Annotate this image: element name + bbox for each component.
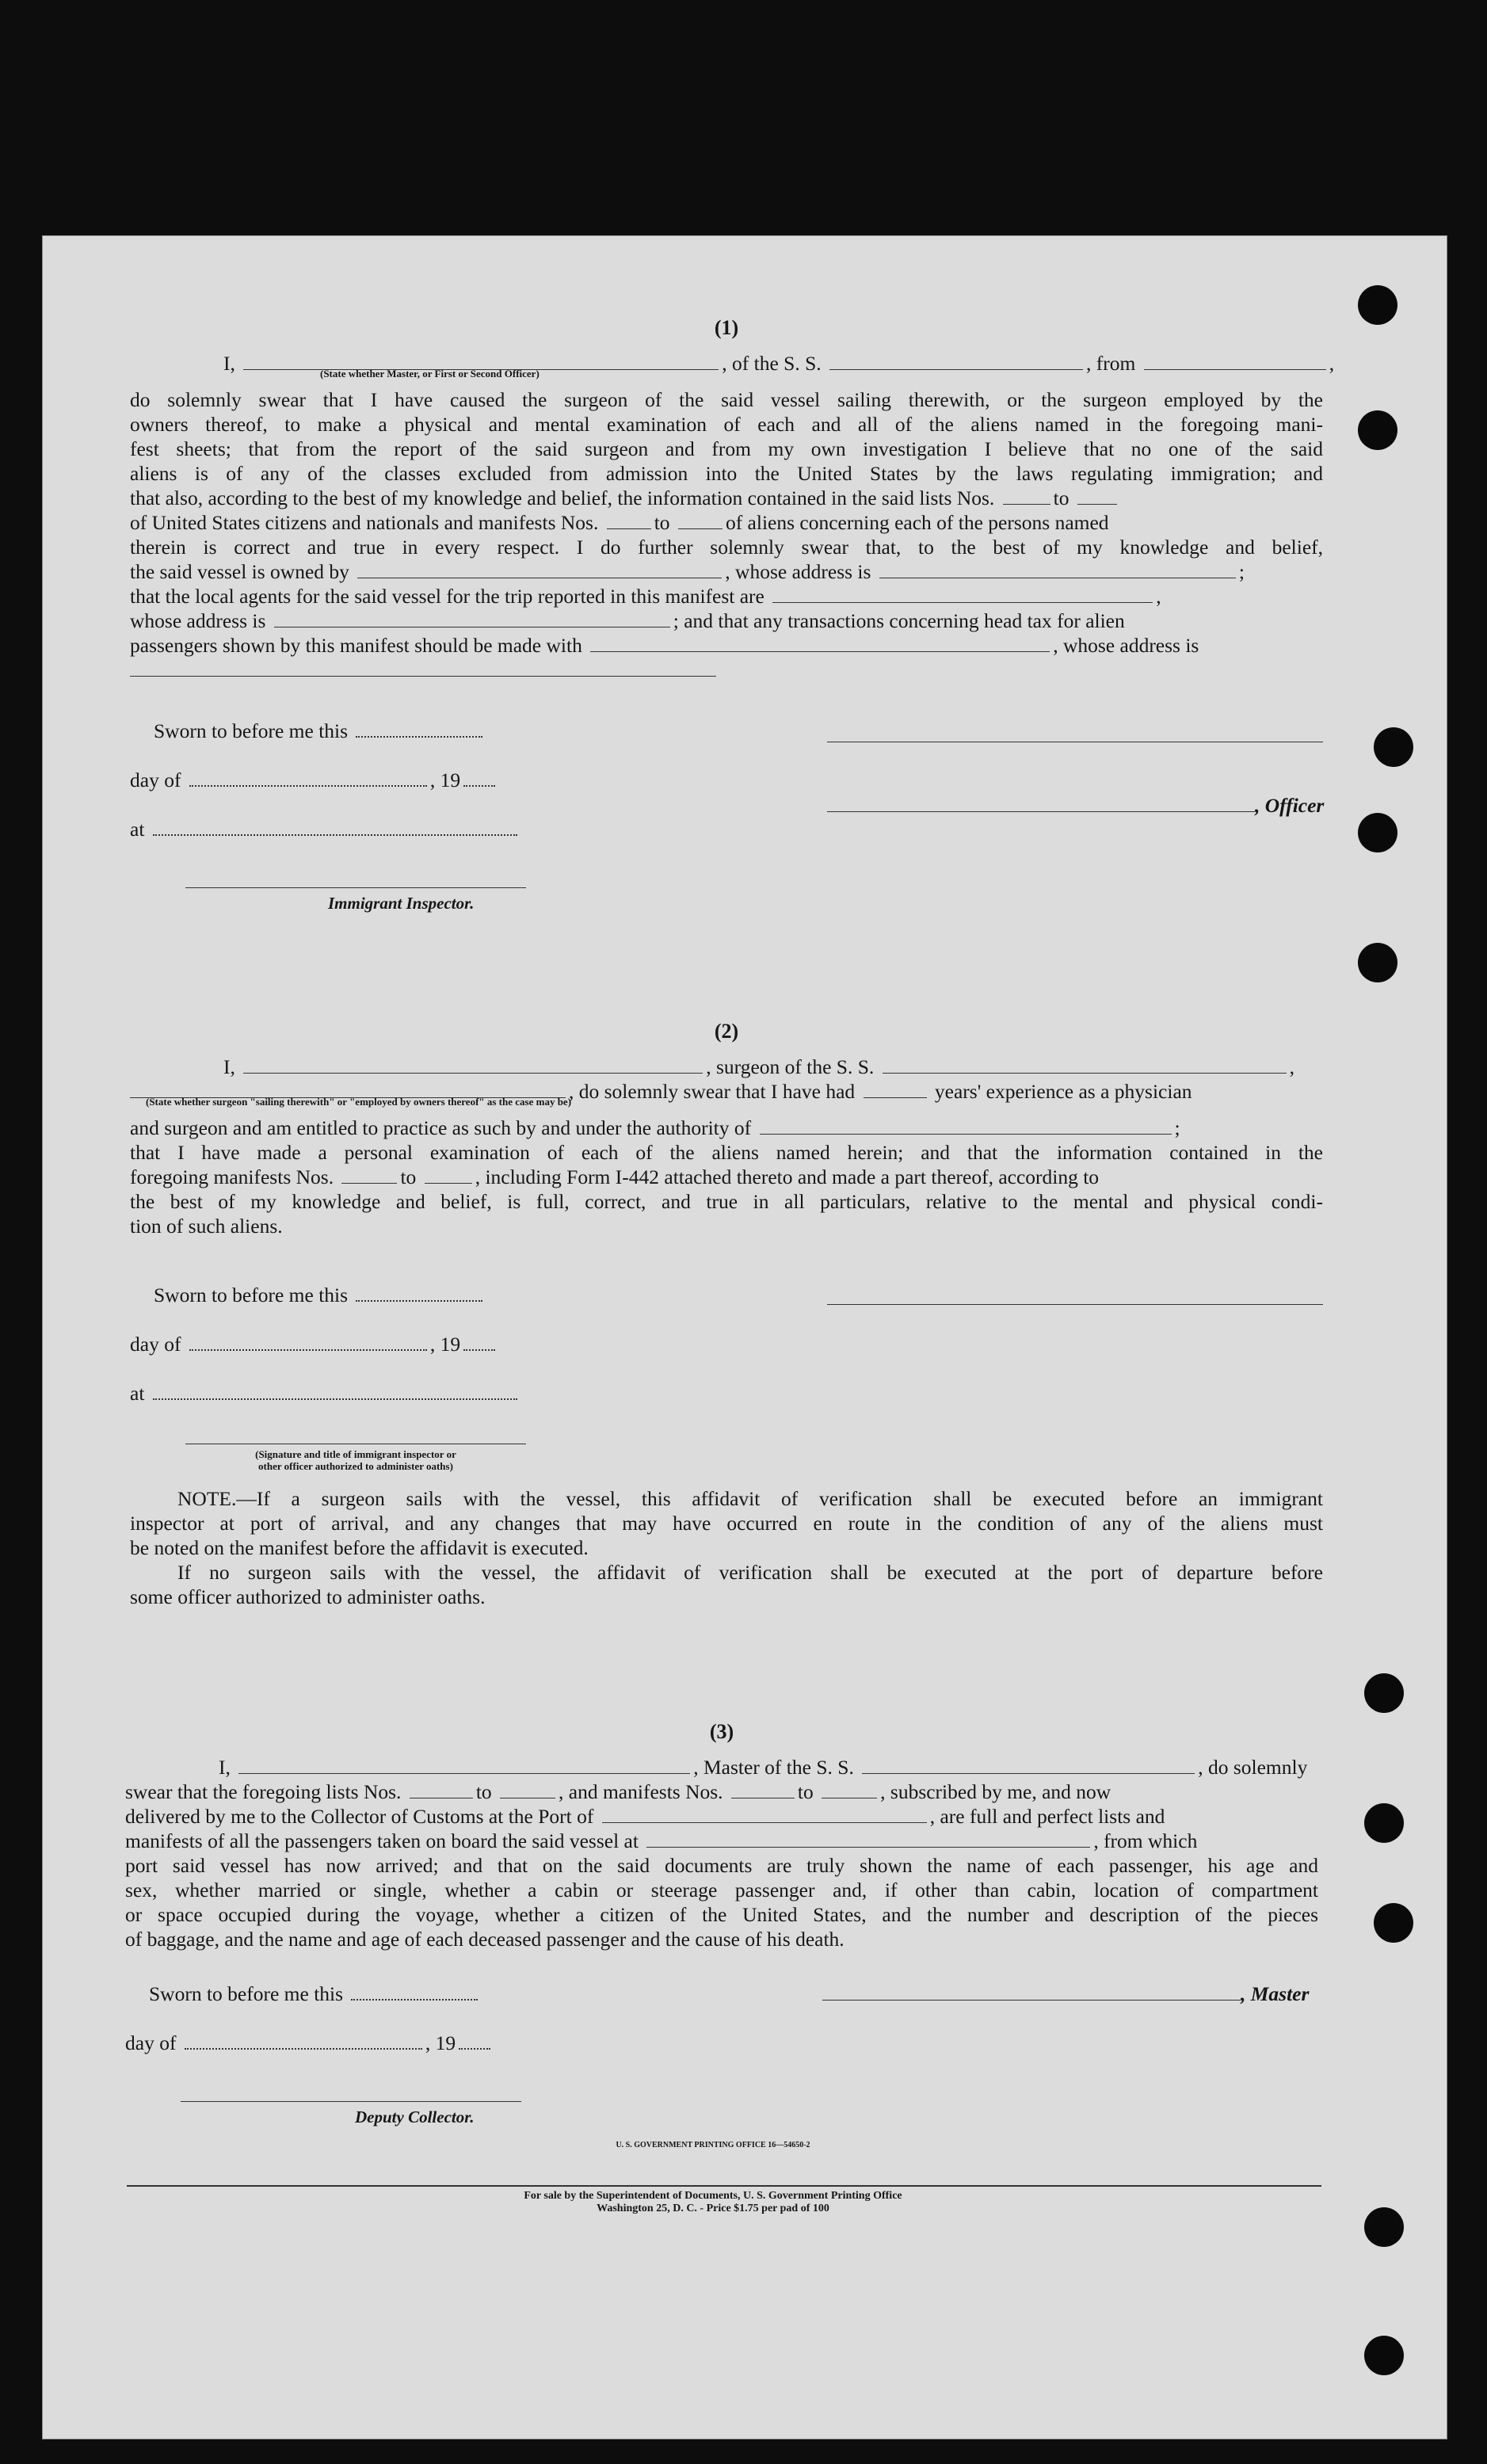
officer-signature-line-2[interactable] bbox=[827, 811, 1255, 812]
day-of-field[interactable] bbox=[189, 1348, 427, 1351]
oath-line: fest sheets; that from the report of the said surgeon and from my own investigation I believe that no one of the said bbox=[130, 437, 1323, 460]
affidavit-master bbox=[130, 315, 1335, 673]
year-label: , 19 bbox=[429, 1333, 461, 1356]
oath-line: therein is correct and true in every respect. I do further solemnly swear that, to the best of my knowledge and belief, bbox=[130, 536, 1323, 559]
oath-text: to bbox=[475, 1780, 492, 1803]
sale-notice bbox=[11, 2190, 1415, 2215]
year-field[interactable] bbox=[459, 2047, 490, 2050]
note-line: If no surgeon sails with the vessel, the affidavit of verification shall be executed at the port of departure before bbox=[177, 1561, 1323, 1584]
ship-name-field[interactable] bbox=[883, 1072, 1287, 1074]
port-field[interactable] bbox=[602, 1821, 927, 1823]
oath-text: manifests of all the passengers taken on board the said vessel at bbox=[125, 1829, 639, 1852]
oath-text: , surgeon of the S. S. bbox=[706, 1055, 875, 1078]
oath-text: , from which bbox=[1093, 1829, 1198, 1852]
oath-text: , subscribed by me, and now bbox=[880, 1780, 1111, 1803]
head-tax-party-field[interactable] bbox=[590, 650, 1050, 652]
oath-text: to bbox=[797, 1780, 814, 1803]
manifests-to-field[interactable] bbox=[678, 528, 723, 529]
note-line: inspector at port of arrival, and any changes that may have occurred en route in the condition of any of the aliens must bbox=[130, 1512, 1323, 1535]
oath-line: owners thereof, to make a physical and mental examination of each and all of the aliens named in the foregoing mani- bbox=[130, 413, 1323, 436]
binder-hole bbox=[1358, 943, 1397, 982]
signature-caption: (Signature and title of immigrant inspector or bbox=[255, 1448, 456, 1460]
binder-hole bbox=[1364, 2336, 1404, 2375]
manifests-from-field[interactable] bbox=[731, 1797, 795, 1798]
year-label: , 19 bbox=[429, 769, 461, 791]
oath-text: , bbox=[1329, 352, 1335, 375]
year-field[interactable] bbox=[463, 1348, 495, 1351]
oath-text: and surgeon and am entitled to practice as such by and under the authority of bbox=[130, 1116, 752, 1139]
oath-text: I, bbox=[219, 1756, 231, 1779]
section-number: (2) bbox=[714, 1020, 739, 1043]
master-name-field[interactable] bbox=[238, 1772, 690, 1774]
oath-text: ; and that any transactions concerning head tax for alien bbox=[673, 609, 1125, 632]
lists-to-field[interactable] bbox=[500, 1797, 555, 1798]
oath-text: that also, according to the best of my knowledge and belief, the information contained in the said lists Nos. bbox=[130, 486, 995, 509]
note-block bbox=[130, 1486, 1323, 1609]
lists-from-field[interactable] bbox=[1003, 503, 1050, 505]
oath-text: , whose address is bbox=[1053, 634, 1199, 657]
inspector-signature-line[interactable] bbox=[185, 887, 526, 888]
oath-text: ; bbox=[1174, 1116, 1180, 1139]
at-place-field[interactable] bbox=[153, 833, 517, 836]
oath-text: I, bbox=[223, 352, 235, 375]
embarkation-port-field[interactable] bbox=[646, 1846, 1090, 1848]
inspector-caption: Immigrant Inspector. bbox=[328, 894, 475, 913]
oath-line: or space occupied during the voyage, whether a citizen of the United States, and the number and description of the pieces bbox=[125, 1903, 1318, 1926]
at-place-field[interactable] bbox=[153, 1398, 517, 1400]
binder-hole bbox=[1358, 285, 1397, 325]
oath-text: , bbox=[1156, 585, 1161, 608]
oath-text: to bbox=[400, 1165, 417, 1188]
binder-hole bbox=[1364, 1803, 1404, 1843]
oath-text: , including Form I-442 attached thereto and made a part thereof, according to bbox=[475, 1165, 1100, 1188]
lists-from-field[interactable] bbox=[410, 1797, 473, 1798]
oath-text: swear that the foregoing lists Nos. bbox=[125, 1780, 402, 1803]
oath-line: aliens is of any of the classes excluded from admission into the United States by the laws regulating immigration; and bbox=[130, 462, 1323, 485]
owner-address-field[interactable] bbox=[879, 577, 1236, 578]
note-line: some officer authorized to administer oaths. bbox=[130, 1585, 486, 1608]
sworn-label: Sworn to before me this bbox=[154, 1283, 349, 1306]
oath-text: to bbox=[654, 511, 670, 534]
years-experience-field[interactable] bbox=[864, 1097, 927, 1098]
sworn-date-field[interactable] bbox=[351, 1998, 478, 2001]
note-line: be noted on the manifest before the affidavit is executed. bbox=[130, 1536, 589, 1559]
oath-text: , of the S. S. bbox=[722, 352, 822, 375]
oath-text: , do solemnly bbox=[1198, 1756, 1308, 1779]
oath-line: that I have made a personal examination of each of the aliens named herein; and that the information contained in the bbox=[130, 1141, 1323, 1164]
collector-caption: Deputy Collector. bbox=[355, 2107, 475, 2126]
ship-name-field[interactable] bbox=[862, 1772, 1195, 1774]
oath-line: the best of my knowledge and belief, is full, correct, and true in all particulars, relative to the mental and physical condi- bbox=[130, 1190, 1323, 1213]
oath-text: that the local agents for the said vessel for the trip reported in this manifest are bbox=[130, 585, 764, 608]
oath-text: , from bbox=[1086, 352, 1136, 375]
binder-hole bbox=[1358, 410, 1397, 450]
affidavit-master-lists bbox=[125, 1719, 1318, 1951]
manifests-from-field[interactable] bbox=[607, 528, 651, 529]
sworn-date-field[interactable] bbox=[356, 1299, 482, 1302]
affidavit-surgeon bbox=[130, 1019, 1323, 1238]
field-hint: (State whether surgeon "sailing therewith" or "employed by owners thereof" as the case may be) bbox=[146, 1096, 572, 1108]
oath-line: of baggage, and the name and age of each deceased passenger and the cause of his death. bbox=[125, 1928, 845, 1951]
year-label: , 19 bbox=[425, 2031, 456, 2054]
oath-text: , Master of the S. S. bbox=[693, 1756, 854, 1779]
sale-line: For sale by the Superintendent of Documents, U. S. Government Printing Office bbox=[524, 2190, 902, 2202]
field-hint: (State whether Master, or First or Second Officer) bbox=[320, 368, 540, 380]
head-tax-address-field[interactable] bbox=[130, 675, 716, 677]
year-field[interactable] bbox=[463, 784, 495, 787]
master-signature-line[interactable] bbox=[822, 1999, 1241, 2001]
sworn-label: Sworn to before me this bbox=[149, 1982, 344, 2005]
officer-label: , Officer bbox=[1255, 794, 1325, 817]
oath-text: whose address is bbox=[130, 609, 266, 632]
oath-text: , whose address is bbox=[725, 560, 871, 583]
day-of-label: day of bbox=[125, 2031, 177, 2054]
binder-hole bbox=[1358, 813, 1397, 852]
note-line: NOTE.—If a surgeon sails with the vessel, this affidavit of verification shall be executed before an immigrant bbox=[177, 1487, 1323, 1510]
oath-text: foregoing manifests Nos. bbox=[130, 1165, 334, 1188]
oath-text: years' experience as a physician bbox=[934, 1080, 1192, 1103]
collector-signature-line[interactable] bbox=[181, 2101, 521, 2102]
section-number: (3) bbox=[709, 1720, 734, 1743]
gpo-imprint: U. S. GOVERNMENT PRINTING OFFICE 16—54650-2 bbox=[616, 2141, 810, 2149]
sale-line: Washington 25, D. C. - Price $1.75 per pad of 100 bbox=[597, 2203, 829, 2214]
local-agents-field[interactable] bbox=[772, 601, 1153, 603]
oath-text: ; bbox=[1238, 560, 1245, 583]
oath-text: of aliens concerning each of the persons named bbox=[725, 511, 1109, 534]
master-label: , Master bbox=[1241, 1982, 1310, 2005]
day-of-label: day of bbox=[130, 769, 181, 791]
binder-hole bbox=[1374, 727, 1413, 767]
oath-line: sex, whether married or single, whether a cabin or steerage passenger and, if other than cabin, location of compartment bbox=[125, 1879, 1318, 1901]
day-of-field[interactable] bbox=[189, 784, 427, 787]
binder-hole bbox=[1364, 1673, 1404, 1713]
sworn-date-field[interactable] bbox=[356, 735, 482, 738]
oath-text: passengers shown by this manifest should be made with bbox=[130, 634, 582, 657]
authority-field[interactable] bbox=[760, 1133, 1172, 1135]
oath-text: , do solemnly swear that I have had bbox=[569, 1080, 856, 1103]
oath-text: to bbox=[1053, 486, 1069, 509]
agent-address-field[interactable] bbox=[274, 626, 670, 627]
manifests-from-field[interactable] bbox=[341, 1182, 397, 1184]
lists-to-field[interactable] bbox=[1077, 503, 1117, 505]
departure-port-field[interactable] bbox=[1144, 368, 1326, 370]
signature-caption: other officer authorized to administer oaths) bbox=[258, 1460, 453, 1472]
section-number: (1) bbox=[714, 316, 739, 339]
footer-divider bbox=[127, 2185, 1321, 2187]
surgeon-name-field[interactable] bbox=[243, 1072, 703, 1074]
oath-text: , bbox=[1289, 1055, 1295, 1078]
at-label: at bbox=[130, 1382, 145, 1405]
oath-line: do solemnly swear that I have caused the surgeon of the said vessel sailing therewith, or the surgeon employed by the bbox=[130, 388, 1323, 411]
surgeon-signature-line[interactable] bbox=[827, 1304, 1323, 1305]
oath-text: , are full and perfect lists and bbox=[929, 1805, 1165, 1828]
day-of-field[interactable] bbox=[185, 2047, 422, 2050]
at-label: at bbox=[130, 818, 145, 841]
oath-text: I, bbox=[223, 1055, 235, 1078]
ship-name-field[interactable] bbox=[829, 368, 1083, 370]
manifests-to-field[interactable] bbox=[425, 1182, 472, 1184]
binder-hole bbox=[1374, 1903, 1413, 1943]
oath-line: tion of such aliens. bbox=[130, 1215, 283, 1238]
oath-line: port said vessel has now arrived; and that on the said documents are truly shown the name of each passenger, his age and bbox=[125, 1854, 1318, 1877]
manifest-back-page bbox=[43, 236, 1447, 2439]
owner-field[interactable] bbox=[357, 577, 722, 578]
oath-text: the said vessel is owned by bbox=[130, 560, 349, 583]
manifests-to-field[interactable] bbox=[822, 1797, 877, 1798]
oath-text: of United States citizens and nationals and manifests Nos. bbox=[130, 511, 599, 534]
oath-text: , and manifests Nos. bbox=[559, 1780, 723, 1803]
oath-text: delivered by me to the Collector of Customs at the Port of bbox=[125, 1805, 594, 1828]
sworn-label: Sworn to before me this bbox=[154, 719, 349, 742]
day-of-label: day of bbox=[130, 1333, 181, 1356]
